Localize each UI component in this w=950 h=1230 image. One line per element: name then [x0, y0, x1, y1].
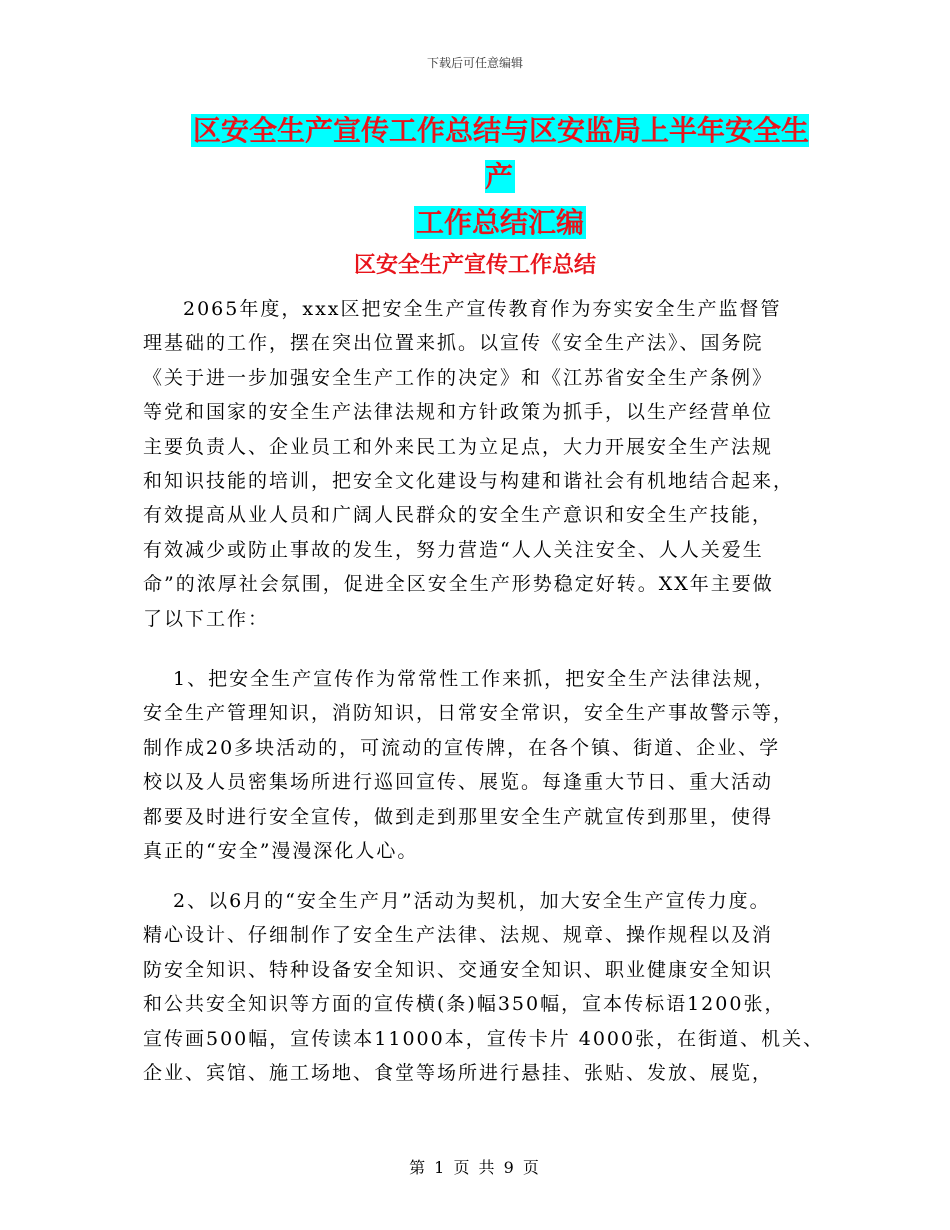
- title-line-1: 区安全生产宣传工作总结与区安监局上半年安全生产: [192, 114, 809, 193]
- paragraph-line: 有效提高从业人员和广阔人民群众的安全生产意识和安全生产技能，: [143, 504, 774, 527]
- paragraph-line: 有效减少或防止事故的发生，努力营造“人人关注安全、人人关爱生: [143, 538, 764, 561]
- paragraph-line: 精心设计、仔细制作了安全生产法律、法规、规章、操作规程以及消: [143, 924, 774, 947]
- paragraph-line: 了以下工作：: [143, 607, 270, 630]
- document-title: [190, 108, 810, 246]
- paragraph-line: 1、把安全生产宣传作为常常性工作来抓，把安全生产法律法规，: [173, 668, 776, 690]
- paragraph-line: 和知识技能的培训，把安全文化建设与构建和谐社会有机地结合起来，: [143, 470, 795, 493]
- paragraph-line: 校以及人员密集场所进行巡回宣传、展览。每逢重大节日、重大活动: [143, 771, 774, 794]
- paragraph-line: 都要及时进行安全宣传，做到走到那里安全生产就宣传到那里，使得: [143, 805, 774, 828]
- paragraph-line: 宣传画500幅，宣传读本11000本，宣传卡片 4000张，在街道、机关、: [143, 1027, 825, 1050]
- paragraph-item-1: [143, 662, 823, 868]
- paragraph-line: 命”的浓厚社会氛围，促进全区安全生产形势稳定好转。XX年主要做: [143, 573, 774, 596]
- paragraph-line: 防安全知识、特种设备安全知识、交通安全知识、职业健康安全知识: [143, 958, 774, 981]
- paragraph-intro: [143, 292, 823, 636]
- page-number-footer: 第 1 页 共 9 页: [409, 1158, 541, 1177]
- paragraph-line: 真正的“安全”漫漫深化人心。: [143, 840, 419, 863]
- section-title: 区安全生产宣传工作总结: [353, 253, 596, 278]
- paragraph-line: 等党和国家的安全生产法律法规和方针政策为抓手，以生产经营单位: [143, 401, 774, 424]
- title-line-2: 工作总结汇编: [415, 206, 584, 239]
- paragraph-line: 2065年度，xxx区把安全生产宣传教育作为夯实安全生产监督管: [183, 298, 782, 320]
- paragraph-line: 《关于进一步加强安全生产工作的决定》和《江苏省安全生产条例》: [143, 366, 774, 389]
- paragraph-item-2: [143, 884, 823, 1090]
- paragraph-line: 企业、宾馆、施工场地、食堂等场所进行悬挂、张贴、发放、展览，: [143, 1062, 774, 1085]
- header-note: 下载后可任意编辑: [426, 56, 523, 70]
- paragraph-line: 2、以6月的“安全生产月”活动为契机，加大安全生产宣传力度。: [173, 890, 771, 912]
- paragraph-line: 和公共安全知识等方面的宣传横(条)幅350幅，宣本传标语1200张，: [143, 993, 786, 1016]
- paragraph-line: 制作成20多块活动的，可流动的宣传牌，在各个镇、街道、企业、学: [143, 736, 781, 759]
- paragraph-line: 主要负责人、企业员工和外来民工为立足点，大力开展安全生产法规: [143, 435, 774, 458]
- paragraph-line: 理基础的工作，摆在突出位置来抓。以宣传《安全生产法》、国务院: [143, 332, 764, 355]
- paragraph-line: 安全生产管理知识，消防知识，日常安全常识，安全生产事故警示等，: [143, 702, 795, 725]
